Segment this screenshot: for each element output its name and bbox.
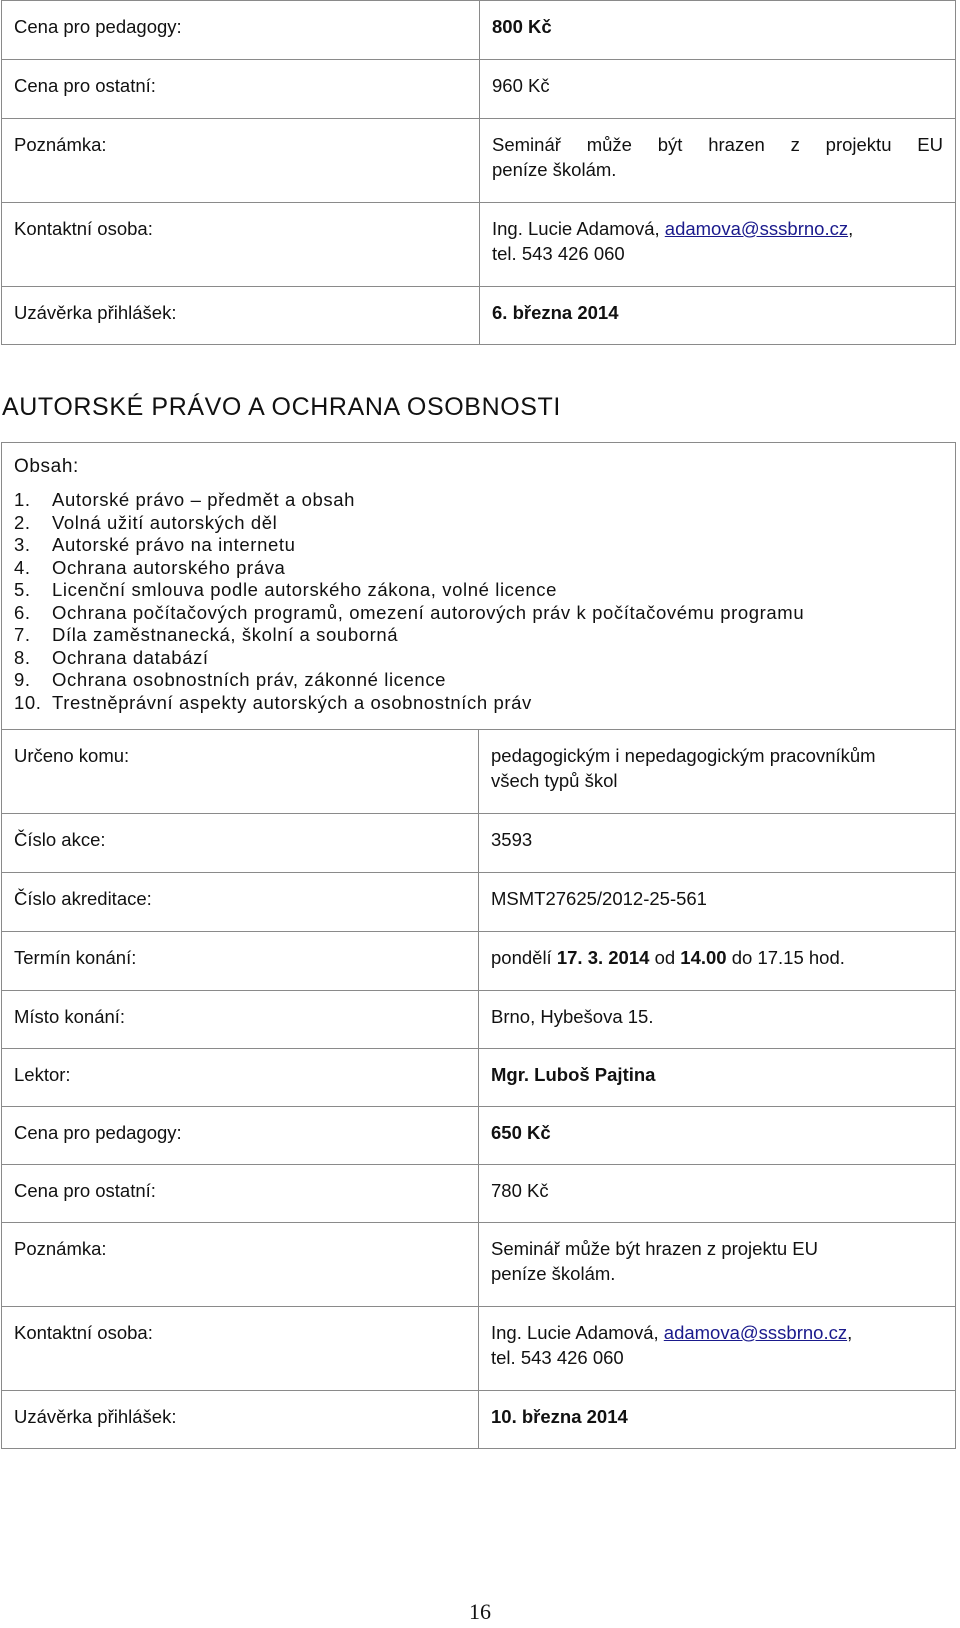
price-others-value: 960 Kč bbox=[480, 60, 956, 119]
list-number: 3. bbox=[14, 534, 31, 555]
list-text: Díla zaměstnanecká, školní a souborná bbox=[52, 624, 399, 645]
event-number-value: 3593 bbox=[479, 814, 956, 873]
list-number: 5. bbox=[14, 579, 31, 600]
list-item bbox=[14, 557, 943, 580]
table-row bbox=[2, 730, 956, 814]
audience-line: pedagogickým i nepedagogickým pracovníkům bbox=[491, 745, 876, 766]
place-value: Brno, Hybešova 15. bbox=[479, 991, 956, 1049]
date-from-time: 14.00 bbox=[680, 947, 727, 968]
table-row bbox=[2, 1, 956, 60]
date-date: 17. 3. 2014 bbox=[556, 947, 650, 968]
course-table bbox=[1, 442, 956, 1449]
date-day: pondělí bbox=[491, 947, 552, 968]
deadline-label: Uzávěrka přihlášek: bbox=[2, 287, 480, 345]
list-item bbox=[14, 534, 943, 557]
contact-phone: tel. 543 426 060 bbox=[491, 1347, 624, 1368]
audience-value bbox=[479, 730, 956, 814]
list-item bbox=[14, 512, 943, 535]
price-others-label: Cena pro ostatní: bbox=[2, 1165, 479, 1223]
contact-label: Kontaktní osoba: bbox=[2, 203, 480, 287]
note-value bbox=[480, 119, 956, 203]
contact-label: Kontaktní osoba: bbox=[2, 1307, 479, 1391]
list-text: Ochrana osobnostních práv, zákonné licence bbox=[52, 669, 447, 690]
table-row bbox=[2, 1307, 956, 1391]
table-row bbox=[2, 203, 956, 287]
contents-heading: Obsah: bbox=[14, 456, 79, 477]
list-number: 1. bbox=[14, 489, 31, 510]
lecturer-label: Lektor: bbox=[2, 1049, 479, 1107]
date-to-word: do bbox=[731, 947, 753, 968]
accreditation-value: MSMT27625/2012-25-561 bbox=[479, 873, 956, 932]
table-row bbox=[2, 814, 956, 873]
price-others-value: 780 Kč bbox=[479, 1165, 956, 1223]
table-row bbox=[2, 991, 956, 1049]
contact-value bbox=[480, 203, 956, 287]
date-to-time: 17.15 hod. bbox=[757, 947, 845, 968]
list-number: 2. bbox=[14, 511, 31, 533]
contact-line: Ing. Lucie Adamová, adamova@sssbrno.cz, bbox=[491, 1322, 853, 1343]
note-line: peníze školám. bbox=[491, 1263, 616, 1284]
audience-label: Určeno komu: bbox=[2, 730, 479, 814]
list-number: 9. bbox=[14, 669, 31, 690]
price-teachers-value: 800 Kč bbox=[480, 1, 956, 60]
list-number: 10. bbox=[14, 691, 42, 713]
list-number: 8. bbox=[14, 646, 31, 668]
table-row bbox=[2, 1049, 956, 1107]
list-text: Volná užití autorských děl bbox=[52, 511, 278, 533]
table-row bbox=[2, 1391, 956, 1449]
contact-value bbox=[479, 1307, 956, 1391]
table-row bbox=[2, 873, 956, 932]
course-title: AUTORSKÉ PRÁVO A OCHRANA OSOBNOSTI bbox=[2, 393, 561, 421]
list-text: Ochrana databází bbox=[52, 646, 209, 668]
note-label: Poznámka: bbox=[2, 119, 480, 203]
note-label: Poznámka: bbox=[2, 1223, 479, 1307]
list-item bbox=[14, 489, 943, 512]
list-text: Autorské právo na internetu bbox=[52, 534, 296, 555]
audience-line: všech typů škol bbox=[491, 770, 618, 791]
price-others-label: Cena pro ostatní: bbox=[2, 60, 480, 119]
deadline-value: 6. března 2014 bbox=[480, 287, 956, 345]
table-row bbox=[2, 60, 956, 119]
table-row bbox=[2, 1165, 956, 1223]
event-number-label: Číslo akce: bbox=[2, 814, 479, 873]
deadline-value: 10. března 2014 bbox=[479, 1391, 956, 1449]
date-value bbox=[479, 932, 956, 991]
list-number: 6. bbox=[14, 601, 31, 623]
list-item bbox=[14, 669, 943, 692]
contents-cell bbox=[2, 443, 956, 730]
table-row bbox=[2, 1223, 956, 1307]
contact-email-link[interactable]: adamova@sssbrno.cz bbox=[663, 1322, 848, 1343]
note-line: Seminář může být hrazen z projektu EU bbox=[492, 134, 943, 155]
list-text: Licenční smlouva podle autorského zákona, volné licence bbox=[52, 579, 558, 600]
list-item bbox=[14, 647, 943, 670]
lecturer-value: Mgr. Luboš Pajtina bbox=[479, 1049, 956, 1107]
contact-phone: tel. 543 426 060 bbox=[492, 243, 625, 264]
table-row bbox=[2, 932, 956, 991]
contact-name: Ing. Lucie Adamová, bbox=[491, 1322, 659, 1343]
previous-course-table bbox=[1, 0, 956, 345]
contact-name: Ing. Lucie Adamová, bbox=[492, 218, 660, 239]
list-text: Trestněprávní aspekty autorských a osobnostních práv bbox=[52, 691, 532, 713]
note-line: peníze školám. bbox=[492, 159, 617, 180]
note-line: Seminář může být hrazen z projektu EU bbox=[491, 1238, 818, 1259]
list-number: 4. bbox=[14, 556, 31, 578]
list-item bbox=[14, 692, 943, 715]
contact-email-link[interactable]: adamova@sssbrno.cz bbox=[664, 218, 849, 239]
price-teachers-value: 650 Kč bbox=[479, 1107, 956, 1165]
table-row bbox=[2, 1107, 956, 1165]
list-item bbox=[14, 579, 943, 602]
date-label: Termín konání: bbox=[2, 932, 479, 991]
list-text: Autorské právo – předmět a obsah bbox=[52, 489, 356, 510]
deadline-label: Uzávěrka přihlášek: bbox=[2, 1391, 479, 1449]
list-item bbox=[14, 624, 943, 647]
list-text: Ochrana autorského práva bbox=[52, 556, 286, 578]
price-teachers-label: Cena pro pedagogy: bbox=[2, 1, 480, 60]
list-number: 7. bbox=[14, 624, 31, 645]
date-from-word: od bbox=[654, 947, 676, 968]
page-number: 16 bbox=[469, 1599, 491, 1624]
list-text: Ochrana počítačových programů, omezení autorových práv k počítačovému programu bbox=[52, 601, 805, 623]
list-item bbox=[14, 602, 943, 625]
price-teachers-label: Cena pro pedagogy: bbox=[2, 1107, 479, 1165]
contact-line: Ing. Lucie Adamová, adamova@sssbrno.cz, bbox=[492, 218, 854, 239]
place-label: Místo konání: bbox=[2, 991, 479, 1049]
table-row bbox=[2, 443, 956, 730]
accreditation-label: Číslo akreditace: bbox=[2, 873, 479, 932]
table-row bbox=[2, 119, 956, 203]
contents-list bbox=[14, 489, 943, 714]
note-value bbox=[479, 1223, 956, 1307]
table-row bbox=[2, 287, 956, 345]
